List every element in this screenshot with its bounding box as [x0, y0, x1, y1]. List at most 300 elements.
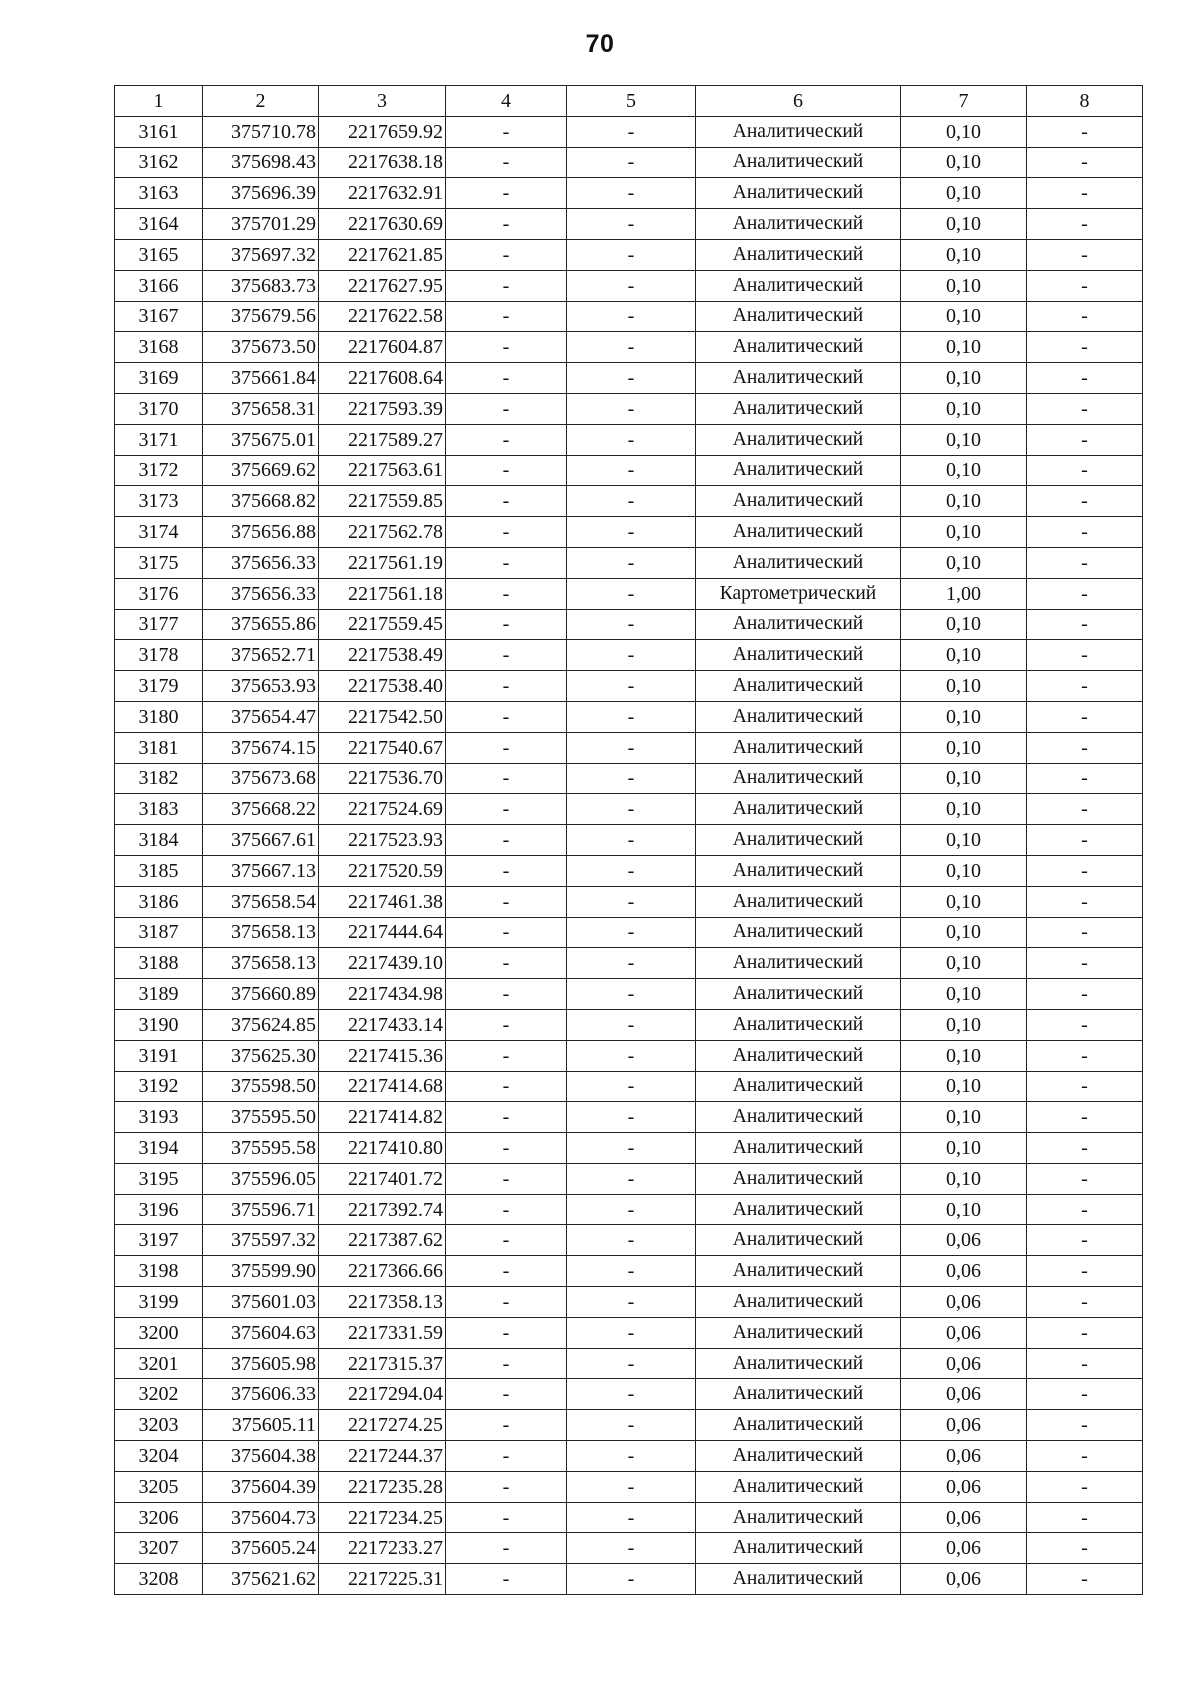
- method: Аналитический: [696, 547, 901, 578]
- coordinate-x: 375658.31: [203, 393, 319, 424]
- coordinate-y: 2217589.27: [319, 424, 446, 455]
- table-row: [115, 455, 1143, 486]
- col-4-value: -: [446, 855, 567, 886]
- col-5-value: -: [567, 1348, 696, 1379]
- method: Аналитический: [696, 332, 901, 363]
- col-5-value: -: [567, 455, 696, 486]
- col-4-value: -: [446, 763, 567, 794]
- method: Аналитический: [696, 209, 901, 240]
- point-number: 3208: [115, 1564, 203, 1595]
- method: Аналитический: [696, 178, 901, 209]
- table-row: [115, 578, 1143, 609]
- col-8-value: -: [1027, 1225, 1143, 1256]
- method: Аналитический: [696, 763, 901, 794]
- col-4-value: -: [446, 1071, 567, 1102]
- point-number: 3203: [115, 1410, 203, 1441]
- method: Аналитический: [696, 147, 901, 178]
- col-4-value: -: [446, 1502, 567, 1533]
- table-row: [115, 178, 1143, 209]
- method: Аналитический: [696, 301, 901, 332]
- col-8-value: -: [1027, 209, 1143, 240]
- method: Аналитический: [696, 1441, 901, 1472]
- col-4-value: -: [446, 1194, 567, 1225]
- point-number: 3200: [115, 1317, 203, 1348]
- point-number: 3176: [115, 578, 203, 609]
- coordinate-x: 375596.05: [203, 1163, 319, 1194]
- column-header: 5: [567, 86, 696, 117]
- accuracy: 0,10: [901, 239, 1027, 270]
- point-number: 3171: [115, 424, 203, 455]
- accuracy: 0,10: [901, 1102, 1027, 1133]
- table-row: [115, 855, 1143, 886]
- coordinate-x: 375606.33: [203, 1379, 319, 1410]
- point-number: 3184: [115, 825, 203, 856]
- coordinate-y: 2217234.25: [319, 1502, 446, 1533]
- col-5-value: -: [567, 671, 696, 702]
- col-5-value: -: [567, 917, 696, 948]
- accuracy: 0,10: [901, 209, 1027, 240]
- col-4-value: -: [446, 1163, 567, 1194]
- coordinate-y: 2217294.04: [319, 1379, 446, 1410]
- point-number: 3168: [115, 332, 203, 363]
- col-5-value: -: [567, 1194, 696, 1225]
- col-4-value: -: [446, 363, 567, 394]
- method: Аналитический: [696, 239, 901, 270]
- method: Аналитический: [696, 671, 901, 702]
- point-number: 3175: [115, 547, 203, 578]
- table-row: [115, 825, 1143, 856]
- col-4-value: -: [446, 1133, 567, 1164]
- col-8-value: -: [1027, 486, 1143, 517]
- accuracy: 0,10: [901, 547, 1027, 578]
- coordinate-x: 375656.33: [203, 547, 319, 578]
- coordinate-y: 2217561.18: [319, 578, 446, 609]
- accuracy: 0,10: [901, 855, 1027, 886]
- table-row: [115, 517, 1143, 548]
- coordinate-y: 2217562.78: [319, 517, 446, 548]
- col-5-value: -: [567, 794, 696, 825]
- coordinate-x: 375675.01: [203, 424, 319, 455]
- table-row: [115, 886, 1143, 917]
- point-number: 3204: [115, 1441, 203, 1472]
- col-5-value: -: [567, 270, 696, 301]
- coordinate-y: 2217233.27: [319, 1533, 446, 1564]
- col-5-value: -: [567, 701, 696, 732]
- col-5-value: -: [567, 1502, 696, 1533]
- method: Аналитический: [696, 363, 901, 394]
- accuracy: 0,10: [901, 455, 1027, 486]
- point-number: 3205: [115, 1471, 203, 1502]
- coordinate-y: 2217559.85: [319, 486, 446, 517]
- coordinate-x: 375667.61: [203, 825, 319, 856]
- col-4-value: -: [446, 1533, 567, 1564]
- col-8-value: -: [1027, 424, 1143, 455]
- col-5-value: -: [567, 1009, 696, 1040]
- col-4-value: -: [446, 578, 567, 609]
- coordinate-x: 375656.88: [203, 517, 319, 548]
- table-row: [115, 1471, 1143, 1502]
- method: Аналитический: [696, 486, 901, 517]
- table-row: [115, 393, 1143, 424]
- accuracy: 0,10: [901, 732, 1027, 763]
- method: Аналитический: [696, 1071, 901, 1102]
- point-number: 3170: [115, 393, 203, 424]
- col-4-value: -: [446, 517, 567, 548]
- method: Аналитический: [696, 825, 901, 856]
- col-8-value: -: [1027, 763, 1143, 794]
- coordinate-x: 375658.13: [203, 948, 319, 979]
- coordinate-y: 2217444.64: [319, 917, 446, 948]
- accuracy: 0,06: [901, 1348, 1027, 1379]
- point-number: 3162: [115, 147, 203, 178]
- col-4-value: -: [446, 917, 567, 948]
- col-8-value: -: [1027, 147, 1143, 178]
- col-5-value: -: [567, 1379, 696, 1410]
- accuracy: 0,10: [901, 486, 1027, 517]
- point-number: 3165: [115, 239, 203, 270]
- col-8-value: -: [1027, 1287, 1143, 1318]
- coordinate-x: 375604.39: [203, 1471, 319, 1502]
- coordinate-x: 375683.73: [203, 270, 319, 301]
- coordinate-y: 2217434.98: [319, 979, 446, 1010]
- coordinate-x: 375601.03: [203, 1287, 319, 1318]
- col-4-value: -: [446, 239, 567, 270]
- col-8-value: -: [1027, 671, 1143, 702]
- col-5-value: -: [567, 763, 696, 794]
- coordinate-y: 2217274.25: [319, 1410, 446, 1441]
- table-row: [115, 763, 1143, 794]
- point-number: 3173: [115, 486, 203, 517]
- table-row: [115, 794, 1143, 825]
- accuracy: 0,06: [901, 1564, 1027, 1595]
- col-8-value: -: [1027, 1040, 1143, 1071]
- coordinate-x: 375605.11: [203, 1410, 319, 1441]
- col-8-value: -: [1027, 332, 1143, 363]
- column-header: 1: [115, 86, 203, 117]
- col-5-value: -: [567, 1317, 696, 1348]
- col-5-value: -: [567, 363, 696, 394]
- table-row: [115, 486, 1143, 517]
- col-8-value: -: [1027, 979, 1143, 1010]
- coordinate-y: 2217331.59: [319, 1317, 446, 1348]
- point-number: 3192: [115, 1071, 203, 1102]
- coordinate-x: 375696.39: [203, 178, 319, 209]
- accuracy: 1,00: [901, 578, 1027, 609]
- table-row: [115, 1441, 1143, 1472]
- table-row: [115, 732, 1143, 763]
- method: Аналитический: [696, 1287, 901, 1318]
- col-8-value: -: [1027, 1441, 1143, 1472]
- col-4-value: -: [446, 701, 567, 732]
- method: Аналитический: [696, 1256, 901, 1287]
- coordinate-x: 375654.47: [203, 701, 319, 732]
- coordinate-y: 2217524.69: [319, 794, 446, 825]
- table-row: [115, 979, 1143, 1010]
- col-5-value: -: [567, 609, 696, 640]
- accuracy: 0,10: [901, 825, 1027, 856]
- col-4-value: -: [446, 1317, 567, 1348]
- col-8-value: -: [1027, 1348, 1143, 1379]
- accuracy: 0,10: [901, 794, 1027, 825]
- col-8-value: -: [1027, 1102, 1143, 1133]
- column-header: 6: [696, 86, 901, 117]
- coordinate-x: 375701.29: [203, 209, 319, 240]
- col-5-value: -: [567, 1040, 696, 1071]
- method: Аналитический: [696, 1471, 901, 1502]
- coordinate-y: 2217608.64: [319, 363, 446, 394]
- col-8-value: -: [1027, 1071, 1143, 1102]
- accuracy: 0,10: [901, 1163, 1027, 1194]
- coordinate-y: 2217358.13: [319, 1287, 446, 1318]
- point-number: 3188: [115, 948, 203, 979]
- col-8-value: -: [1027, 794, 1143, 825]
- table-row: [115, 1410, 1143, 1441]
- accuracy: 0,10: [901, 178, 1027, 209]
- coordinate-x: 375604.38: [203, 1441, 319, 1472]
- col-5-value: -: [567, 886, 696, 917]
- col-5-value: -: [567, 393, 696, 424]
- col-8-value: -: [1027, 917, 1143, 948]
- col-5-value: -: [567, 1441, 696, 1472]
- point-number: 3199: [115, 1287, 203, 1318]
- coordinate-y: 2217439.10: [319, 948, 446, 979]
- col-5-value: -: [567, 116, 696, 147]
- col-8-value: -: [1027, 393, 1143, 424]
- coordinate-x: 375598.50: [203, 1071, 319, 1102]
- method: Аналитический: [696, 1533, 901, 1564]
- point-number: 3180: [115, 701, 203, 732]
- point-number: 3191: [115, 1040, 203, 1071]
- table-row: [115, 270, 1143, 301]
- coordinate-y: 2217638.18: [319, 147, 446, 178]
- col-8-value: -: [1027, 239, 1143, 270]
- coordinate-y: 2217622.58: [319, 301, 446, 332]
- table-row: [115, 1009, 1143, 1040]
- coordinate-y: 2217538.49: [319, 640, 446, 671]
- accuracy: 0,10: [901, 301, 1027, 332]
- method: Аналитический: [696, 1379, 901, 1410]
- table-row: [115, 1071, 1143, 1102]
- coordinate-y: 2217414.82: [319, 1102, 446, 1133]
- col-4-value: -: [446, 1564, 567, 1595]
- col-4-value: -: [446, 178, 567, 209]
- method: Аналитический: [696, 1040, 901, 1071]
- coordinate-x: 375597.32: [203, 1225, 319, 1256]
- col-5-value: -: [567, 948, 696, 979]
- col-8-value: -: [1027, 1009, 1143, 1040]
- coordinate-x: 375674.15: [203, 732, 319, 763]
- coordinate-x: 375679.56: [203, 301, 319, 332]
- coordinate-y: 2217244.37: [319, 1441, 446, 1472]
- method: Аналитический: [696, 917, 901, 948]
- coordinate-y: 2217387.62: [319, 1225, 446, 1256]
- col-8-value: -: [1027, 547, 1143, 578]
- table-row: [115, 917, 1143, 948]
- coordinate-y: 2217401.72: [319, 1163, 446, 1194]
- point-number: 3169: [115, 363, 203, 394]
- point-number: 3163: [115, 178, 203, 209]
- method: Аналитический: [696, 393, 901, 424]
- point-number: 3207: [115, 1533, 203, 1564]
- coordinate-x: 375604.63: [203, 1317, 319, 1348]
- coordinate-y: 2217621.85: [319, 239, 446, 270]
- method: Аналитический: [696, 1102, 901, 1133]
- col-4-value: -: [446, 424, 567, 455]
- coordinate-x: 375653.93: [203, 671, 319, 702]
- table-row: [115, 1225, 1143, 1256]
- table-row: [115, 301, 1143, 332]
- method: Аналитический: [696, 886, 901, 917]
- table-header-row: [115, 86, 1143, 117]
- accuracy: 0,10: [901, 270, 1027, 301]
- col-8-value: -: [1027, 886, 1143, 917]
- accuracy: 0,06: [901, 1533, 1027, 1564]
- col-8-value: -: [1027, 578, 1143, 609]
- coordinate-y: 2217561.19: [319, 547, 446, 578]
- col-5-value: -: [567, 855, 696, 886]
- col-5-value: -: [567, 1256, 696, 1287]
- col-8-value: -: [1027, 1379, 1143, 1410]
- coordinate-x: 375673.68: [203, 763, 319, 794]
- method: Аналитический: [696, 424, 901, 455]
- accuracy: 0,06: [901, 1225, 1027, 1256]
- point-number: 3193: [115, 1102, 203, 1133]
- coordinate-x: 375668.82: [203, 486, 319, 517]
- col-5-value: -: [567, 1564, 696, 1595]
- table-row: [115, 1564, 1143, 1595]
- accuracy: 0,10: [901, 640, 1027, 671]
- accuracy: 0,06: [901, 1256, 1027, 1287]
- col-5-value: -: [567, 547, 696, 578]
- col-5-value: -: [567, 1225, 696, 1256]
- point-number: 3206: [115, 1502, 203, 1533]
- coordinate-y: 2217559.45: [319, 609, 446, 640]
- coordinate-x: 375668.22: [203, 794, 319, 825]
- method: Аналитический: [696, 1502, 901, 1533]
- method: Аналитический: [696, 948, 901, 979]
- col-4-value: -: [446, 1009, 567, 1040]
- table-row: [115, 701, 1143, 732]
- column-header: 8: [1027, 86, 1143, 117]
- accuracy: 0,10: [901, 763, 1027, 794]
- col-8-value: -: [1027, 1163, 1143, 1194]
- col-4-value: -: [446, 486, 567, 517]
- col-8-value: -: [1027, 825, 1143, 856]
- method: Аналитический: [696, 1225, 901, 1256]
- col-8-value: -: [1027, 270, 1143, 301]
- coordinate-x: 375624.85: [203, 1009, 319, 1040]
- col-5-value: -: [567, 517, 696, 548]
- accuracy: 0,10: [901, 517, 1027, 548]
- coordinate-y: 2217632.91: [319, 178, 446, 209]
- method: Аналитический: [696, 979, 901, 1010]
- col-5-value: -: [567, 1410, 696, 1441]
- coordinate-x: 375621.62: [203, 1564, 319, 1595]
- col-8-value: -: [1027, 948, 1143, 979]
- method: Аналитический: [696, 794, 901, 825]
- point-number: 3196: [115, 1194, 203, 1225]
- method: Аналитический: [696, 455, 901, 486]
- col-4-value: -: [446, 1471, 567, 1502]
- accuracy: 0,10: [901, 424, 1027, 455]
- col-8-value: -: [1027, 1471, 1143, 1502]
- col-5-value: -: [567, 1533, 696, 1564]
- col-4-value: -: [446, 1040, 567, 1071]
- col-4-value: -: [446, 609, 567, 640]
- col-4-value: -: [446, 671, 567, 702]
- accuracy: 0,10: [901, 393, 1027, 424]
- coordinate-x: 375656.33: [203, 578, 319, 609]
- coordinate-y: 2217315.37: [319, 1348, 446, 1379]
- col-5-value: -: [567, 1071, 696, 1102]
- table-body: [115, 116, 1143, 1594]
- method: Аналитический: [696, 855, 901, 886]
- table-row: [115, 1256, 1143, 1287]
- coordinate-y: 2217593.39: [319, 393, 446, 424]
- accuracy: 0,06: [901, 1410, 1027, 1441]
- col-5-value: -: [567, 979, 696, 1010]
- coordinate-x: 375667.13: [203, 855, 319, 886]
- point-number: 3194: [115, 1133, 203, 1164]
- accuracy: 0,10: [901, 1009, 1027, 1040]
- table-row: [115, 363, 1143, 394]
- col-4-value: -: [446, 455, 567, 486]
- col-4-value: -: [446, 1348, 567, 1379]
- col-8-value: -: [1027, 1564, 1143, 1595]
- col-8-value: -: [1027, 732, 1143, 763]
- method: Аналитический: [696, 270, 901, 301]
- col-4-value: -: [446, 393, 567, 424]
- coordinate-x: 375658.13: [203, 917, 319, 948]
- col-8-value: -: [1027, 1317, 1143, 1348]
- point-number: 3174: [115, 517, 203, 548]
- table-row: [115, 1133, 1143, 1164]
- col-8-value: -: [1027, 178, 1143, 209]
- accuracy: 0,10: [901, 147, 1027, 178]
- coordinate-y: 2217659.92: [319, 116, 446, 147]
- col-8-value: -: [1027, 1502, 1143, 1533]
- col-4-value: -: [446, 1287, 567, 1318]
- col-4-value: -: [446, 1225, 567, 1256]
- coordinate-x: 375710.78: [203, 116, 319, 147]
- method: Аналитический: [696, 732, 901, 763]
- table-row: [115, 1287, 1143, 1318]
- point-number: 3181: [115, 732, 203, 763]
- point-number: 3197: [115, 1225, 203, 1256]
- table-row: [115, 116, 1143, 147]
- point-number: 3185: [115, 855, 203, 886]
- coordinate-x: 375698.43: [203, 147, 319, 178]
- table-row: [115, 609, 1143, 640]
- col-8-value: -: [1027, 455, 1143, 486]
- col-4-value: -: [446, 1441, 567, 1472]
- table-row: [115, 1348, 1143, 1379]
- table-row: [115, 147, 1143, 178]
- col-8-value: -: [1027, 1194, 1143, 1225]
- accuracy: 0,10: [901, 1194, 1027, 1225]
- coordinate-y: 2217563.61: [319, 455, 446, 486]
- col-5-value: -: [567, 239, 696, 270]
- table-row: [115, 1102, 1143, 1133]
- method: Картометрический: [696, 578, 901, 609]
- coordinate-y: 2217630.69: [319, 209, 446, 240]
- accuracy: 0,10: [901, 671, 1027, 702]
- col-4-value: -: [446, 332, 567, 363]
- col-4-value: -: [446, 1102, 567, 1133]
- page-number: 70: [585, 30, 615, 58]
- point-number: 3187: [115, 917, 203, 948]
- point-number: 3186: [115, 886, 203, 917]
